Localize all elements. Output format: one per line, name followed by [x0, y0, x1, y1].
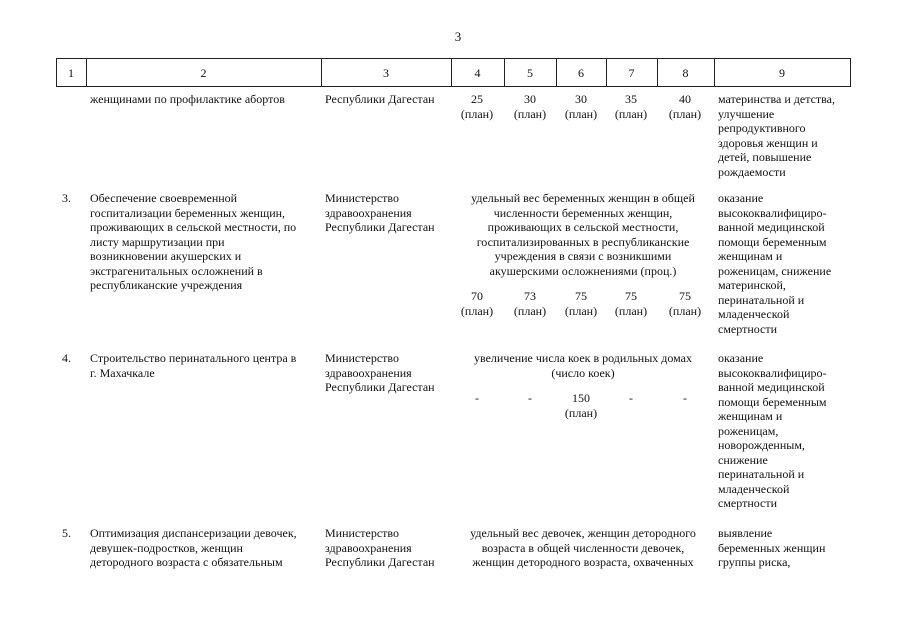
executor-line: здравоохранения: [325, 540, 412, 555]
year-value-3: [558, 391, 604, 420]
expected-result-line: снижение: [718, 452, 768, 467]
expected-result-line: беременных женщин: [718, 540, 826, 555]
expected-result-line: перинатальной и: [718, 467, 805, 481]
indicator-name-line: увеличение числа коек в родильных домах: [474, 351, 692, 365]
indicator-name-line: возраста в общей численности девочек,: [481, 540, 685, 555]
executor-line: Республики Дагестан: [325, 380, 435, 394]
executor-line: здравоохранения: [325, 205, 412, 220]
indicator-name-line: (число коек): [551, 365, 615, 380]
year-value-2: [507, 92, 553, 121]
year-value-line: 75: [679, 289, 691, 303]
year-value-line: (план): [668, 303, 702, 318]
executor-line: Министерство: [325, 191, 399, 205]
activity-name-line: девушек-подростков, женщин: [90, 540, 243, 555]
header-col-9: 9: [779, 66, 785, 80]
expected-result: [718, 526, 850, 570]
year-value-1: [454, 391, 500, 420]
year-value-line: 30: [575, 92, 587, 106]
activity-name: [90, 526, 320, 570]
year-value-line: [662, 406, 708, 421]
expected-result-line: смертности: [718, 321, 778, 336]
activity-name-line: женщинами по профилактике абортов: [90, 92, 285, 106]
row-number: 5.: [62, 526, 71, 540]
header-top-border: [56, 58, 850, 59]
expected-result-line: репродуктивного: [718, 121, 806, 135]
executor: [325, 351, 451, 395]
year-value-line: -: [528, 391, 532, 405]
executor: [325, 526, 451, 570]
executor-line: Республики Дагестан: [325, 555, 435, 569]
year-value-line: 30: [524, 92, 536, 106]
indicator-name: [453, 526, 713, 570]
year-value-5: [662, 92, 708, 121]
expected-result-line: новорожденным,: [718, 438, 805, 452]
indicator-name-line: проживающих в сельской местности,: [487, 220, 679, 234]
activity-name-line: республиканские учреждения: [90, 278, 243, 292]
expected-result-line: выявление: [718, 526, 773, 540]
executor-line: Министерство: [325, 351, 399, 365]
expected-result-line: материнства и детства,: [718, 92, 835, 106]
year-value-line: (план): [614, 303, 648, 318]
year-value-line: 75: [625, 289, 637, 303]
executor-line: Республики Дагестан: [325, 220, 435, 234]
expected-result-line: материнской,: [718, 278, 786, 292]
expected-result-line: оказание: [718, 351, 764, 365]
expected-result-line: женщинам и: [718, 409, 783, 423]
expected-result: [718, 191, 850, 336]
activity-name-line: возникновении акушерских и: [90, 249, 242, 263]
expected-result-line: младенческой: [718, 307, 790, 321]
year-value-5: [662, 289, 708, 318]
activity-name-line: Оптимизация диспансеризации девочек,: [90, 526, 297, 540]
year-value-line: 73: [524, 289, 536, 303]
indicator-name-line: женщин детородного возраста, охваченных: [472, 555, 694, 569]
executor-line: Министерство: [325, 526, 399, 540]
year-value-line: 40: [679, 92, 691, 106]
year-value-2: [507, 391, 553, 420]
year-value-line: (план): [614, 106, 648, 121]
indicator-name-line: учреждения в связи с возникшими: [494, 249, 672, 263]
page-number: 3: [454, 29, 462, 44]
activity-name-line: Строительство перинатального центра в: [90, 351, 297, 365]
year-value-5: [662, 391, 708, 420]
header-col-3: 3: [383, 66, 389, 80]
year-value-line: (план): [513, 106, 547, 121]
header-col-2: 2: [200, 66, 207, 80]
expected-result: [718, 92, 850, 179]
indicator-name-line: численности беременных женщин,: [493, 205, 673, 220]
expected-result-line: детей, повышение: [718, 150, 812, 164]
activity-name-line: г. Махачкале: [90, 365, 155, 380]
year-value-line: 75: [575, 289, 587, 303]
indicator-name-line: удельный вес беременных женщин в общей: [471, 191, 695, 205]
expected-result: [718, 351, 850, 511]
indicator-name: [453, 351, 713, 380]
header-col-5: 5: [527, 66, 533, 80]
expected-result-line: высококвалифициро-: [718, 205, 827, 220]
year-value-line: 25: [471, 92, 483, 106]
expected-result-line: оказание: [718, 191, 764, 205]
year-value-2: [507, 289, 553, 318]
year-value-line: (план): [513, 303, 547, 318]
executor: [325, 92, 451, 107]
year-value-line: (план): [564, 303, 598, 318]
activity-name-line: детородного возраста с обязательным: [90, 555, 283, 569]
indicator-name-line: акушерскими осложнениями (проц.): [489, 263, 677, 278]
expected-result-line: ванной медицинской: [718, 380, 825, 394]
expected-result-line: улучшение: [718, 106, 775, 121]
expected-result-line: помощи беременным: [718, 234, 827, 249]
expected-result-line: ванной медицинской: [718, 220, 825, 234]
year-value-line: (план): [564, 106, 598, 121]
expected-result-line: рождаемости: [718, 164, 786, 179]
year-value-line: -: [683, 391, 687, 405]
year-value-3: [558, 289, 604, 318]
expected-result-line: перинатальной и: [718, 292, 805, 307]
year-value-3: [558, 92, 604, 121]
header-col-7: 7: [628, 66, 635, 80]
header-col-1: 1: [68, 66, 74, 80]
row-number: 4.: [62, 351, 71, 365]
activity-name-line: госпитализации беременных женщин,: [90, 205, 286, 220]
executor-line: здравоохранения: [325, 365, 412, 380]
col-divider: [850, 58, 851, 87]
expected-result-line: смертности: [718, 496, 778, 510]
year-value-line: -: [629, 391, 633, 405]
year-value-line: (план): [564, 405, 598, 420]
header-col-6: 6: [578, 66, 584, 80]
header-bottom-border: [56, 86, 850, 87]
year-value-line: [608, 406, 654, 421]
year-value-line: [507, 406, 553, 421]
header-col-8: 8: [682, 66, 689, 80]
expected-result-line: роженицам,: [718, 423, 779, 438]
year-value-line: -: [475, 391, 479, 405]
year-value-4: [608, 92, 654, 121]
expected-result-line: группы риска,: [718, 555, 791, 569]
activity-name-line: Обеспечение своевременной: [90, 191, 238, 205]
year-value-4: [608, 289, 654, 318]
indicator-name-line: госпитализированных в республиканские: [476, 234, 690, 249]
year-value-line: (план): [668, 106, 702, 121]
year-value-line: (план): [460, 303, 494, 318]
year-value-line: [454, 406, 500, 421]
row-number: 3.: [62, 191, 71, 205]
executor: [325, 191, 451, 235]
year-value-line: 35: [625, 92, 637, 106]
executor-line: Республики Дагестан: [325, 92, 435, 106]
indicator-name: [453, 191, 713, 278]
year-value-4: [608, 391, 654, 420]
year-value-line: 70: [471, 289, 483, 303]
expected-result-line: здоровья женщин и: [718, 135, 818, 150]
expected-result-line: женщинам и: [718, 249, 783, 263]
indicator-name-line: удельный вес девочек, женщин детородного: [470, 526, 696, 540]
year-value-1: [454, 289, 500, 318]
activity-name: [90, 92, 320, 107]
activity-name-line: экстрагенитальных осложнений в: [90, 263, 263, 278]
year-value-line: 150: [572, 391, 590, 405]
activity-name: [90, 351, 320, 380]
expected-result-line: помощи беременным: [718, 394, 827, 409]
activity-name-line: листу маршрутизации при: [90, 234, 225, 249]
expected-result-line: высококвалифициро-: [718, 365, 827, 380]
expected-result-line: роженицам, снижение: [718, 263, 832, 278]
activity-name-line: проживающих в сельской местности, по: [90, 220, 297, 234]
expected-result-line: младенческой: [718, 481, 790, 496]
year-value-1: [454, 92, 500, 121]
activity-name: [90, 191, 320, 293]
header-col-4: 4: [474, 66, 481, 80]
year-value-line: (план): [460, 106, 494, 121]
